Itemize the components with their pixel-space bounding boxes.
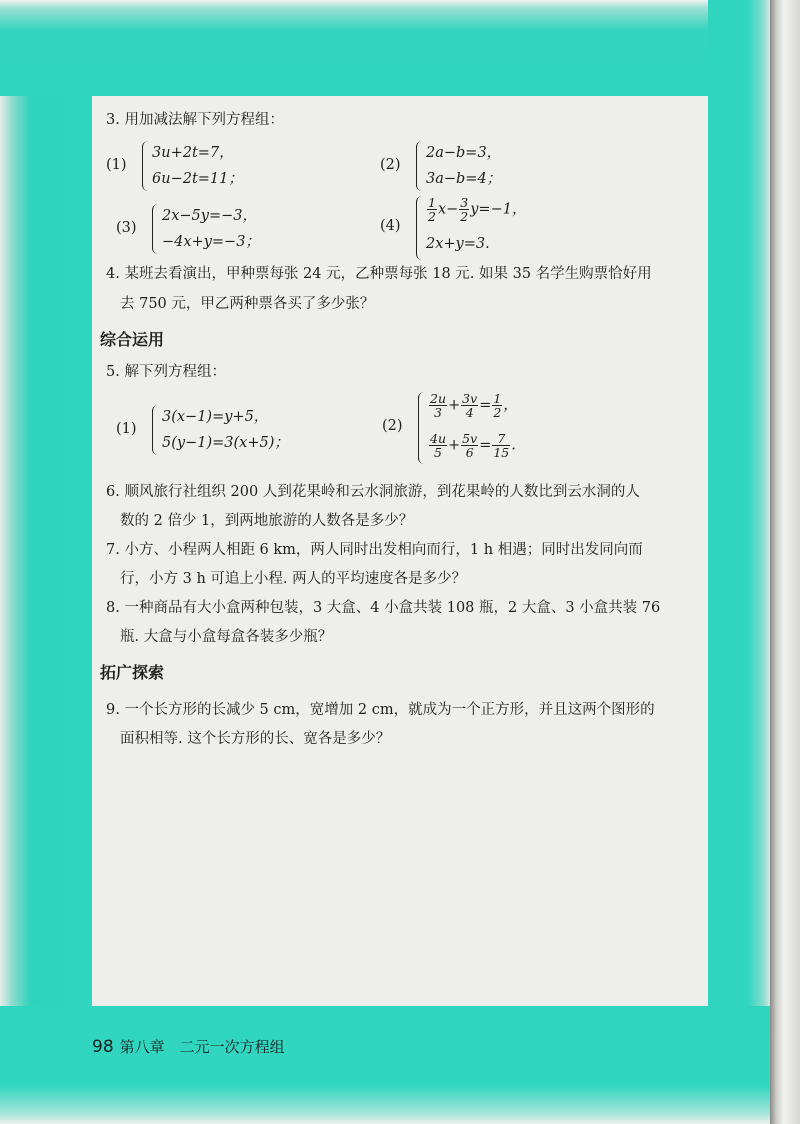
page-footer (92, 1036, 285, 1057)
problem-9-line-2: 面积相等. 这个长方形的长、宽各是多少？ (120, 731, 391, 747)
problem-6-line-2: 数的 2 倍少 1，到两地旅游的人数各是多少？ (120, 513, 414, 529)
problem-7-line-1: 7. 小方、小程两人相距 6 km，两人同时出发相向而行，1 h 相遇；同时出发同向而 (106, 542, 643, 558)
fraction: $\frac{3}{2}$ (460, 195, 469, 224)
fraction: $\frac{4u}{5}$ (430, 431, 447, 460)
system-5-1 (116, 405, 376, 457)
equation-2: −4x+y=−3； (162, 234, 260, 250)
problem-4-line-1: 4. 某班去看演出，甲种票每张 24 元，乙种票每张 18 元. 如果 35 名学生购票恰好用 (106, 266, 652, 282)
problem-4-line-2: 去 750 元，甲乙两种票各买了多少张？ (120, 296, 375, 312)
section-heading-extension: 拓广探索 (100, 663, 165, 682)
brace (416, 141, 423, 191)
equation-2: $\frac{4u}{5}$ + $\frac{5v}{6}$ = $\frac{7}{15}$ . (430, 431, 516, 460)
equation-2: 5(y−1)=3(x+5)； (162, 435, 289, 451)
teal-left-border (0, 0, 92, 1124)
equation-1: 3(x−1)=y+5， (162, 409, 269, 425)
page-number: 98 (92, 1037, 114, 1057)
system-3-4 (380, 195, 680, 252)
system-label: (1) (116, 421, 137, 437)
problem-8-line-1: 8. 一种商品有大小盒两种包装，3 大盒、4 小盒共装 108 瓶，2 大盒、3 小盒共装 76 (106, 600, 661, 616)
fraction: $\frac{7}{15}$ (493, 431, 510, 460)
fraction: $\frac{2u}{3}$ (430, 391, 447, 420)
teal-right-border (708, 0, 770, 1124)
fraction: $\frac{1}{2}$ (428, 195, 436, 224)
system-5-2 (382, 391, 682, 460)
equation-2: 6u−2t=11； (152, 171, 243, 187)
equation-1: 2a−b=3， (426, 145, 502, 161)
brace (418, 392, 425, 464)
brace (142, 141, 149, 191)
problem-5-text: 5. 解下列方程组： (106, 364, 226, 380)
brace (152, 405, 159, 455)
equation-1: 2x−5y=−3， (162, 208, 257, 224)
system-label: (1) (106, 157, 127, 173)
teal-bottom-border (0, 1006, 770, 1124)
brace (152, 204, 159, 254)
system-3-2 (380, 141, 640, 193)
fraction: $\frac{1}{2}$ (493, 391, 502, 420)
system-3-3 (116, 204, 376, 256)
system-3-1 (106, 141, 366, 193)
teal-top-border (0, 0, 770, 96)
system-label: (2) (382, 418, 403, 434)
equation-1: $\frac{2u}{3}$ + $\frac{3v}{4}$ = $\frac{1}{2}$ ， (430, 391, 518, 420)
book-spine (770, 0, 800, 1124)
system-label: (2) (380, 157, 401, 173)
fraction: $\frac{3v}{4}$ (462, 391, 478, 420)
equation-1: $\frac{1}{2}$ x− $\frac{3}{2}$ y=−1， (428, 195, 527, 224)
equation-2: 2x+y=3. (426, 236, 490, 252)
system-label: (3) (116, 220, 137, 236)
system-label: (4) (380, 218, 401, 234)
fraction: $\frac{5v}{6}$ (462, 431, 478, 460)
problem-9-line-1: 9. 一个长方形的长减少 5 cm，宽增加 2 cm，就成为一个正方形，并且这两个图形的 (106, 702, 655, 718)
page-content (92, 96, 708, 1006)
problem-7-line-2: 行，小方 3 h 可追上小程. 两人的平均速度各是多少？ (120, 571, 467, 587)
equation-2: 3a−b=4； (426, 171, 502, 187)
equation-1: 3u+2t=7， (152, 145, 234, 161)
brace (416, 196, 423, 260)
problem-8-line-2: 瓶. 大盒与小盒每盒各装多少瓶？ (120, 629, 333, 645)
problem-3-text: 3. 用加减法解下列方程组： (106, 112, 284, 128)
chapter-title: 第八章 二元一次方程组 (119, 1038, 285, 1056)
section-heading-comprehensive: 综合运用 (100, 330, 165, 349)
problem-6-line-1: 6. 顺风旅行社组织 200 人到花果岭和云水洞旅游，到花果岭的人数比到云水洞的人 (106, 484, 640, 500)
